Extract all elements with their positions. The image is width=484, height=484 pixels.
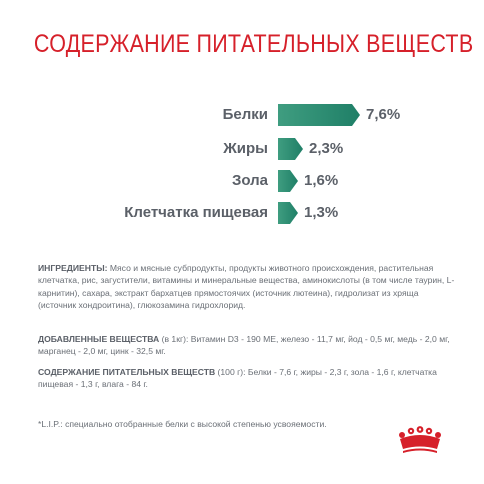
nutrient-2-value: 2,3%	[309, 140, 344, 157]
page-title: СОДЕРЖАНИЕ ПИТАТЕЛЬНЫХ ВЕЩЕСТВ	[33, 30, 474, 58]
ingredients-heading: ИНГРЕДИЕНТЫ:	[38, 263, 108, 273]
nutrients-heading: СОДЕРЖАНИЕ ПИТАТЕЛЬНЫХ ВЕЩЕСТВ	[38, 367, 216, 377]
additives-text: (в 1кг): Витамин D3 - 190 МЕ, железо - 11,7 мг, йод - 0,5 мг, медь - 2,0 мг, марганец - 2,0 мг, цинк - 32,5 мг.	[38, 334, 450, 357]
nutrient-3-label: Зола	[231, 172, 268, 189]
nutrient-4-bar	[278, 202, 298, 224]
nutrient-2-bar	[278, 138, 303, 160]
nutrient-1-bar	[278, 104, 360, 126]
footnote: *L.I.P.: специально отобранные белки с высокой степенью усвояемости.	[38, 419, 327, 429]
nutrient-chart	[0, 0, 484, 240]
nutrient-4-value: 1,3%	[304, 204, 339, 221]
royal-crown-icon	[392, 425, 448, 455]
nutrient-2-label: Жиры	[223, 140, 268, 157]
nutrient-3-value: 1,6%	[304, 172, 339, 189]
additives-heading: ДОБАВЛЕННЫЕ ВЕЩЕСТВА	[38, 334, 160, 344]
nutrient-4-label: Клетчатка пищевая	[124, 204, 268, 221]
additives-section	[38, 333, 458, 358]
nutrients-text: (100 г): Белки - 7,6 г, жиры - 2,3 г, зола - 1,6 г, клетчатка пищевая - 1,3 г, влага - 84 г.	[38, 367, 437, 390]
nutrient-1-value: 7,6%	[366, 106, 401, 123]
nutrient-1-label: Белки	[222, 106, 268, 123]
ingredients-section	[38, 262, 458, 312]
nutrient-3-bar	[278, 170, 298, 192]
nutrients-section	[38, 366, 458, 391]
ingredients-text: Мясо и мясные субпродукты, продукты животного происхождения, растительная клетчатка, рис, загустители, витамины и минеральные вещества, аминокислоты (в том числе таурин, L-карнитин), сахара, экстракт бархатцев прямостоячих (источник лютеина), гидролизат из хряща (источник хондроитина), глюкозамина гидрохлорид.	[38, 263, 455, 311]
